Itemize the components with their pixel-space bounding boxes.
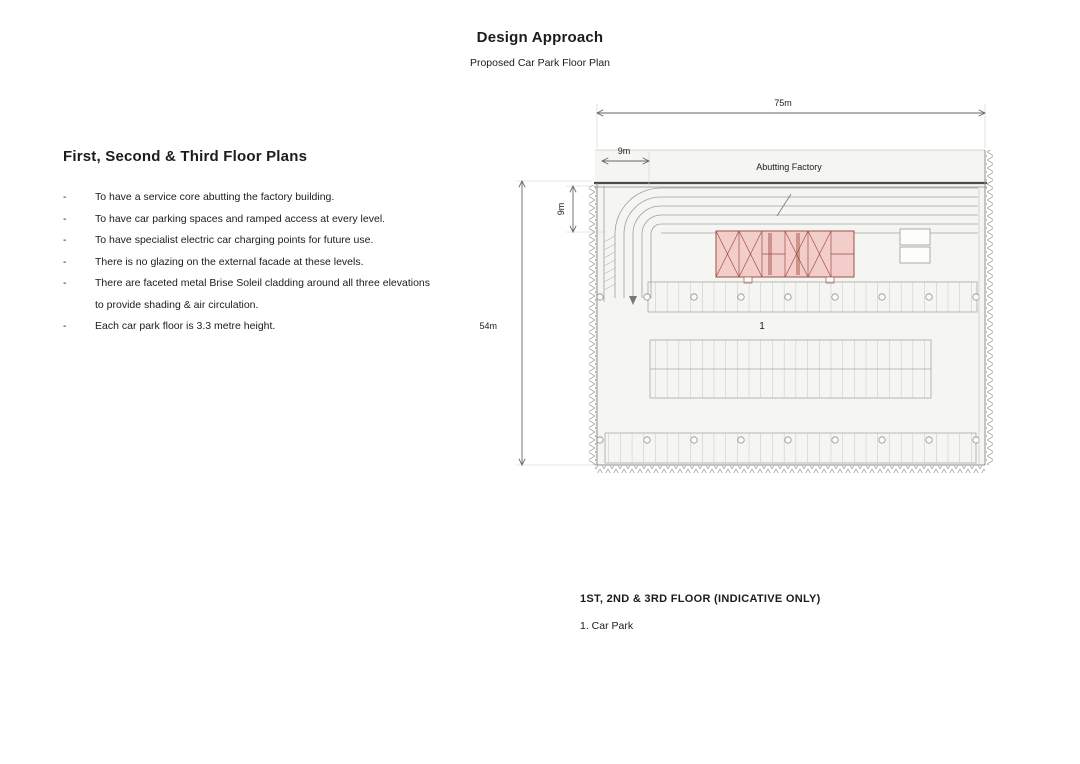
bullet-dash: - bbox=[63, 191, 67, 203]
dimension-9m-depth-label: 9m bbox=[556, 202, 566, 216]
dimension-75m-label: 75m bbox=[774, 98, 792, 108]
cladding-hatch-right bbox=[986, 150, 993, 465]
dimension-54m bbox=[479, 181, 593, 465]
bullet-text: To have car parking spaces and ramped access at every level. bbox=[95, 212, 386, 225]
section-heading: First, Second & Third Floor Plans bbox=[63, 148, 308, 165]
plan-caption: 1ST, 2ND & 3RD FLOOR (INDICATIVE ONLY) bbox=[580, 593, 821, 605]
cladding-hatch-bottom bbox=[595, 466, 985, 473]
bullet-dash: - bbox=[63, 320, 67, 332]
page-subtitle: Proposed Car Park Floor Plan bbox=[469, 57, 611, 69]
service-core bbox=[716, 231, 854, 283]
lift-icon bbox=[768, 233, 772, 275]
bullet-dash: - bbox=[63, 234, 67, 246]
dimension-75m bbox=[597, 98, 985, 148]
lift-icon bbox=[796, 233, 800, 275]
bullet-dash: - bbox=[63, 255, 67, 268]
bullet-text: Each car park floor is 3.3 metre height. bbox=[95, 320, 276, 332]
abutting-factory-label: Abutting Factory bbox=[756, 162, 822, 172]
area-label: 1 bbox=[759, 321, 765, 332]
plan-caption-block bbox=[580, 593, 821, 632]
plan-legend: 1. Car Park bbox=[580, 620, 634, 632]
dimension-9m-width-label: 9m bbox=[617, 146, 631, 156]
bullet-text: There is no glazing on the external facade at these levels. bbox=[95, 255, 364, 268]
parking-stalls bbox=[605, 282, 977, 463]
cladding-hatch-left bbox=[589, 185, 596, 465]
bullet-text: To have a service core abutting the factory building. bbox=[95, 191, 335, 203]
bullet-text: There are faceted metal Brise Soleil cladding around all three elevations to provide shading & air circulation. bbox=[95, 277, 431, 311]
bullet-dash: - bbox=[63, 277, 67, 289]
dimension-54m-label: 54m bbox=[479, 321, 497, 331]
page-title: Design Approach bbox=[476, 29, 604, 46]
bullet-text: To have specialist electric car charging points for future use. bbox=[95, 234, 374, 246]
bullet-dash: - bbox=[63, 212, 67, 225]
